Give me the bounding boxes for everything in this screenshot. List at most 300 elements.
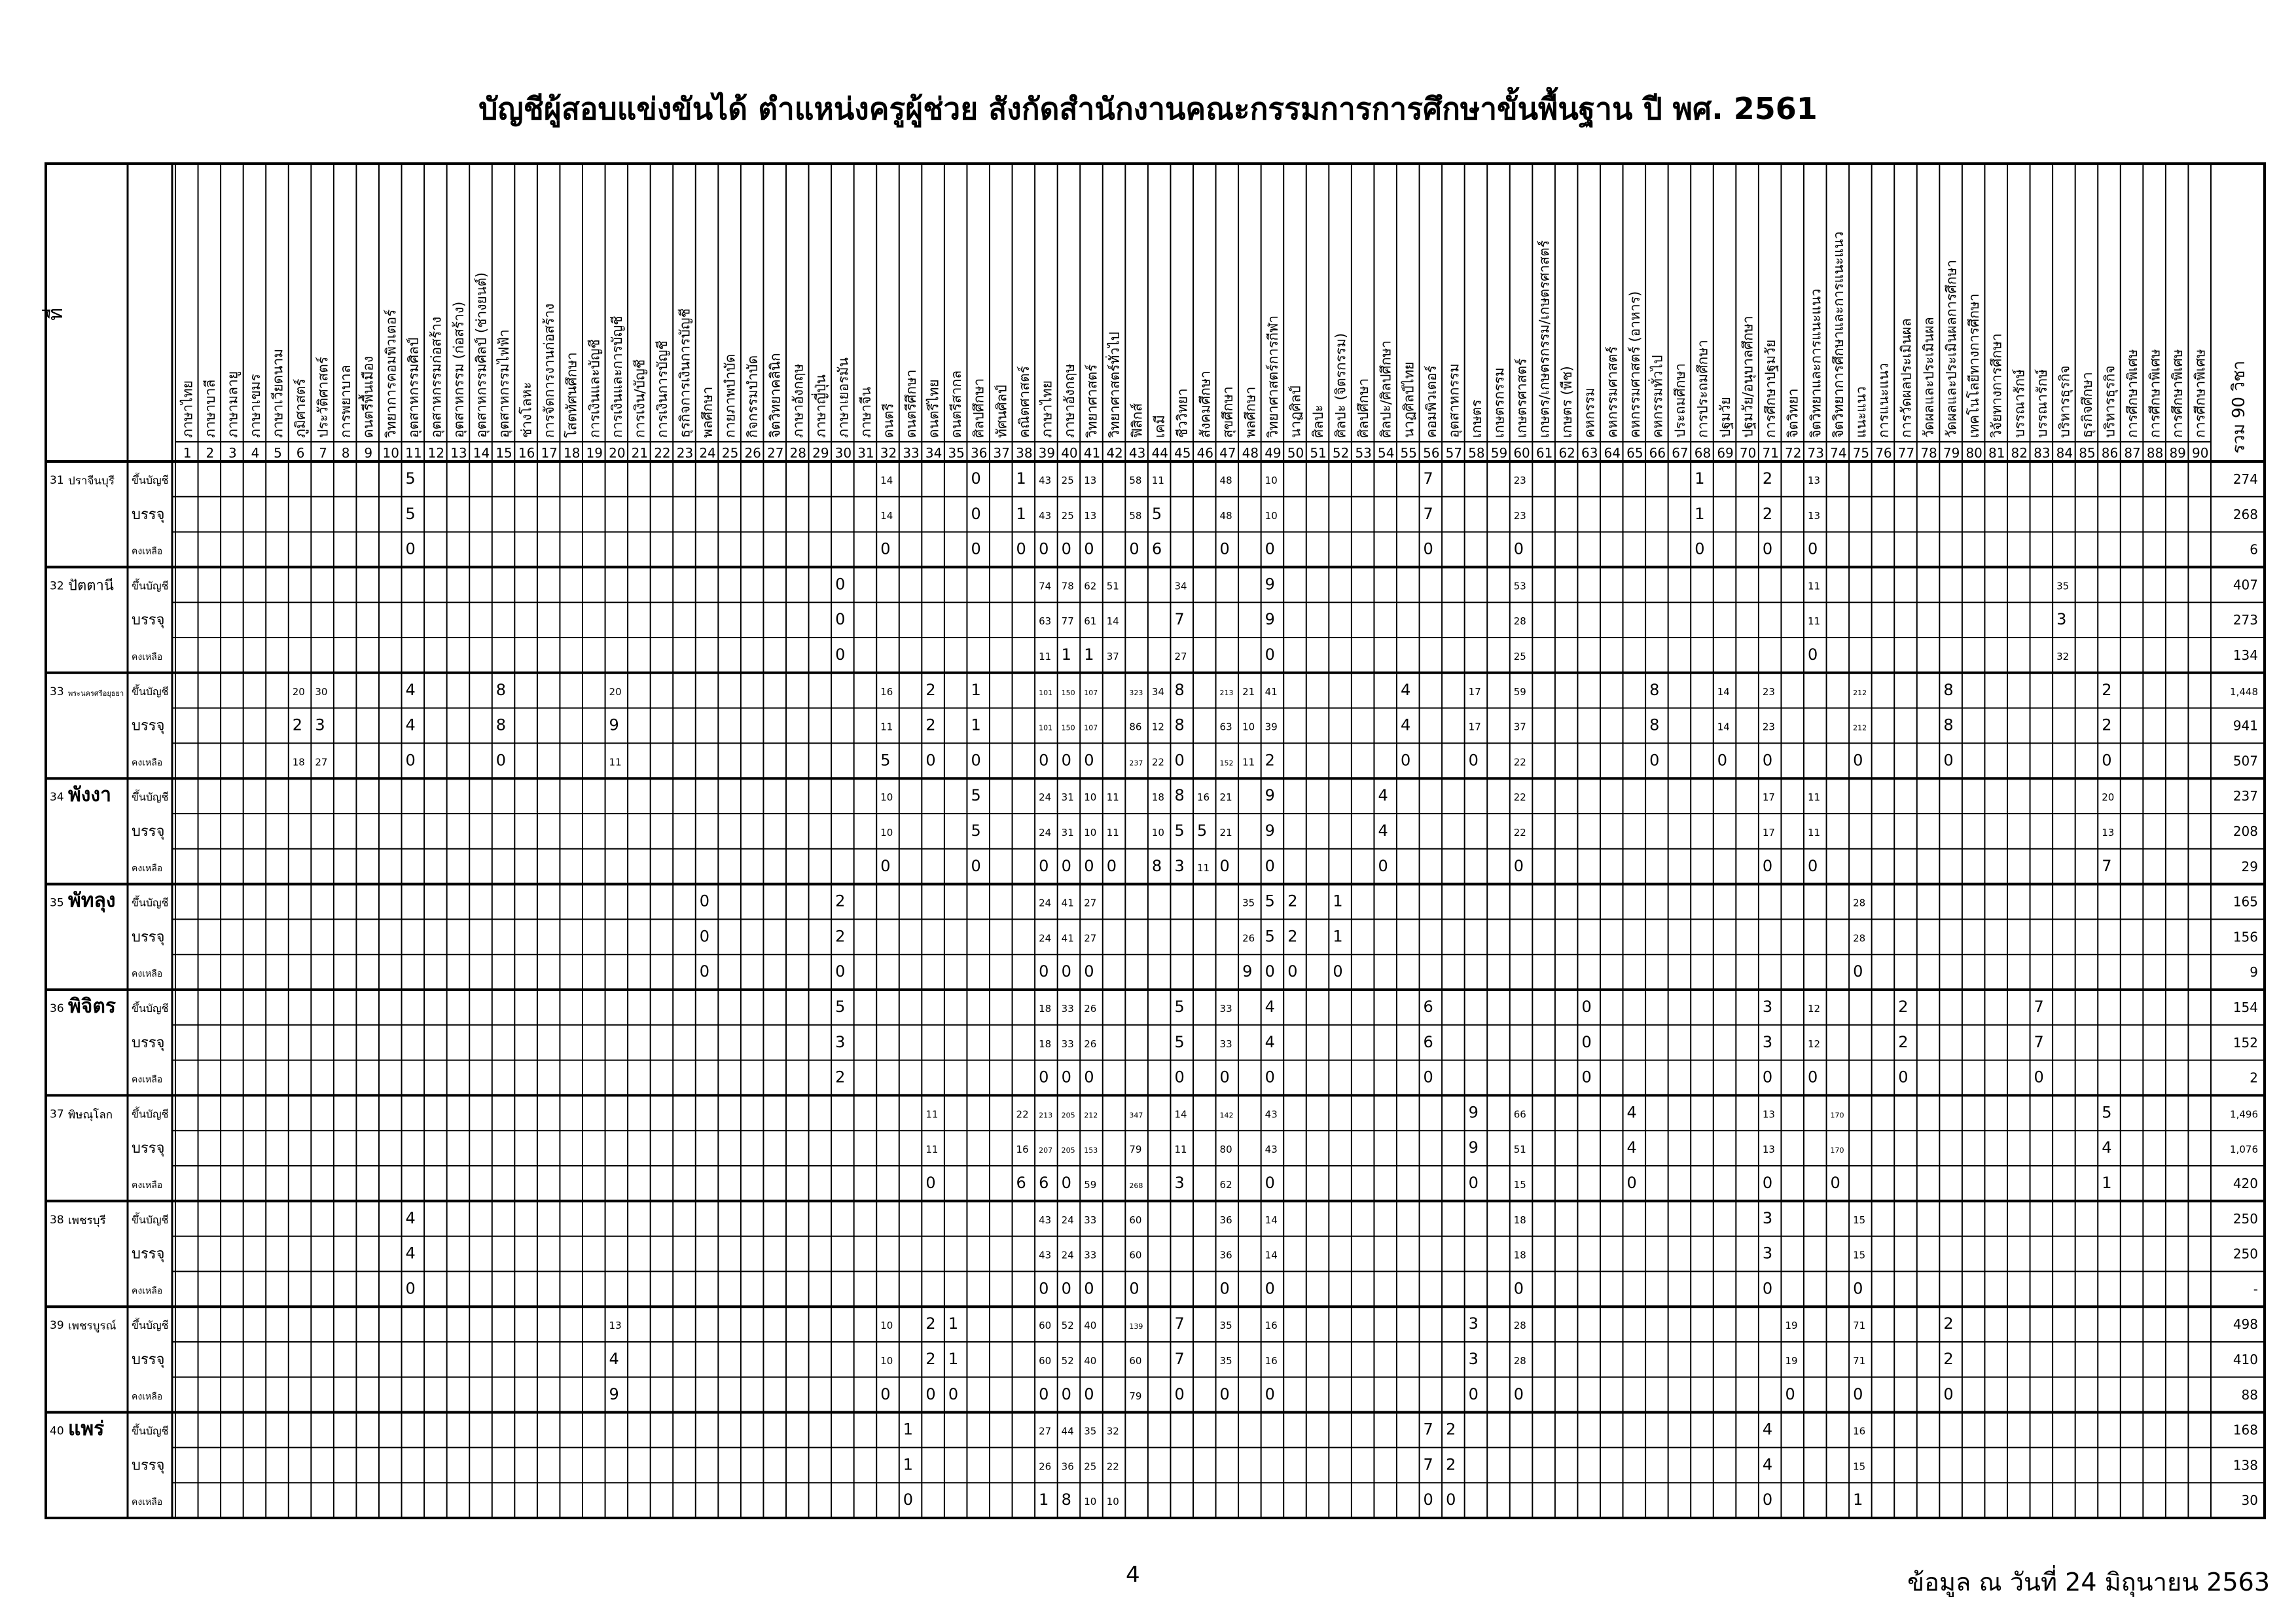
data-cell: 5 [1174,998,1185,1016]
data-cell: 1 [1061,645,1071,664]
row-type-label: บรรจุ [132,506,165,523]
column-number: 49 [1265,445,1282,461]
data-cell: 3 [1468,1350,1479,1368]
total-cell: 6 [2250,541,2258,558]
total-cell: 154 [2233,1000,2258,1015]
column-number: 13 [450,445,467,461]
data-cell: 11 [1808,580,1821,592]
column-number: 4 [251,445,260,461]
column-number: 45 [1174,445,1191,461]
data-cell: 0 [699,892,710,911]
data-cell: 0 [1129,1279,1139,1298]
data-cell: 6 [1151,539,1162,558]
data-cell: 1 [1084,645,1094,664]
data-cell: 0 [1468,1384,1479,1403]
data-cell: 0 [699,927,710,946]
column-number: 81 [1988,445,2005,461]
subject-header: การศึกษาปฐมวัย [1763,339,1779,438]
data-cell: 6 [1039,1174,1049,1192]
subject-header: ประวัติศาสตร์ [315,356,331,438]
data-cell: 39 [1265,721,1278,733]
subject-header: การแนะแนว [1875,363,1892,438]
data-cell: 0 [405,1279,416,1298]
data-cell: 4 [405,1208,416,1227]
subject-header: ช่างโลหะ [518,382,535,438]
subject-header: ศิลปะ/ศิลปศึกษา [1378,340,1394,438]
data-cell: 0 [1061,962,1071,981]
subject-header: ศิลปศึกษา [971,378,987,438]
data-cell: 25 [1061,509,1074,522]
data-cell: 22 [1016,1108,1029,1121]
subject-header: สังคมศึกษา [1197,370,1213,438]
data-cell: 12 [1808,1003,1821,1015]
data-cell: 0 [925,1384,936,1403]
data-cell: 20 [609,685,622,698]
data-cell: 27 [1084,932,1097,945]
data-cell: 43 [1039,1214,1052,1226]
province-number: 39 [50,1319,64,1333]
total-cell: 88 [2241,1386,2258,1403]
data-cell: 0 [835,575,846,594]
data-cell: 0 [835,610,846,629]
total-cell: 208 [2233,823,2258,839]
province-name: เพชรบุรี [68,1214,106,1227]
data-cell: 15 [1853,1460,1866,1473]
row-type-label: ขึ้นบัญชี [132,474,169,486]
data-cell: 5 [1174,821,1185,840]
data-cell: 24 [1039,827,1052,839]
data-cell: 2 [1265,751,1275,770]
data-cell: 2 [925,1314,936,1333]
data-cell: 9 [1468,1138,1479,1157]
data-cell: 0 [903,1490,914,1509]
column-number: 32 [880,445,897,461]
data-cell: 19 [1785,1320,1798,1332]
data-cell: 33 [1061,1003,1074,1015]
data-cell: 35 [1219,1320,1232,1332]
data-cell: 11 [925,1144,939,1156]
data-cell: 0 [835,962,846,981]
subject-header: พลศึกษา [1242,386,1259,438]
total-cell: - [2253,1281,2258,1297]
data-cell: 10 [1265,475,1278,486]
data-cell: 0 [1287,962,1298,981]
data-cell: 11 [1106,827,1119,839]
subject-header: คณิตศาสตร์ [1016,365,1032,438]
column-number: 7 [319,445,327,461]
data-cell: 33 [1219,1038,1232,1050]
subject-header: คหกรรมศาสตร์ [1604,346,1621,438]
data-cell: 27 [1084,897,1097,909]
data-cell: 21 [1219,827,1232,839]
data-cell: 20 [2102,791,2115,804]
subject-header: จิตวิทยาคลินิก [767,353,783,438]
column-number: 61 [1535,445,1553,461]
data-cell: 0 [1219,856,1230,875]
data-cell: 14 [1717,721,1730,733]
page-title: บัญชีผู้สอบแข่งขันได้ ตำแหน่งครูผู้ช่วย สังกัดสำนักงานคณะกรรมการการศึกษาขั้นพื้นฐาน ปี พศ. 2561 [478,91,1818,126]
data-cell: 107 [1084,688,1098,697]
subject-header: การศึกษาพิเศษ [2192,349,2208,438]
data-cell: 1 [948,1314,959,1333]
subject-header: เทคโนโลยีทางการศึกษา [1966,293,1982,438]
data-cell: 0 [1039,856,1049,875]
column-number: 24 [699,445,716,461]
data-cell: 8 [1174,786,1185,805]
subject-header: ศิลปะ (จิตรกรรม) [1333,333,1349,438]
column-number: 62 [1558,445,1575,461]
data-cell: 8 [1649,715,1660,734]
data-cell: 213 [1219,688,1234,697]
total-cell: 138 [2233,1457,2258,1473]
data-cell: 33 [1084,1214,1097,1226]
province-name: พัทลุง [68,889,116,912]
column-number: 15 [495,445,512,461]
data-cell: 28 [1513,1320,1526,1332]
subject-header: วัดผลและประเมินผลการศึกษา [1943,259,1960,438]
row-type-label: บรรจุ [132,823,165,840]
row-type-label: คงเหลือ [132,652,163,662]
subject-header: การเงินการบัญชี [654,340,670,438]
data-cell: 7 [1423,1455,1433,1474]
data-cell: 10 [1084,827,1097,839]
data-cell: 11 [880,721,893,733]
data-cell: 213 [1039,1111,1053,1120]
data-cell: 16 [1853,1425,1866,1437]
data-cell: 0 [971,751,981,770]
data-cell: 28 [1513,1355,1526,1367]
province-name: ปราจีนบุรี [68,475,115,488]
total-cell: 507 [2233,753,2258,769]
total-cell: 2 [2250,1070,2258,1086]
data-cell: 59 [1084,1179,1097,1191]
data-cell: 0 [1039,1068,1049,1087]
column-number: 25 [721,445,739,461]
total-cell: 156 [2233,929,2258,945]
data-cell: 32 [2056,651,2070,662]
data-cell: 0 [1084,751,1094,770]
column-number: 41 [1083,445,1101,461]
data-cell: 0 [1061,1279,1071,1298]
data-cell: 5 [2102,1103,2112,1122]
subject-header: ชีววิทยา [1174,388,1191,438]
column-number: 78 [1920,445,1937,461]
data-cell: 3 [1762,1208,1773,1227]
subject-header: การวัดผลประเมินผล [1898,318,1914,438]
subject-header: คหกรรมทั่วไป [1649,355,1666,438]
data-cell: 1 [1016,469,1026,488]
data-cell: 11 [1106,791,1119,804]
column-number: 18 [563,445,581,461]
column-number: 47 [1219,445,1236,461]
data-cell: 12 [1151,721,1164,733]
data-cell: 5 [1197,821,1208,840]
data-cell: 207 [1039,1146,1053,1155]
data-cell: 4 [1265,1032,1275,1051]
column-number: 89 [2169,445,2186,461]
data-cell: 5 [405,469,416,488]
province-name: แพร่ [68,1417,105,1441]
data-cell: 40 [1084,1320,1097,1332]
data-cell: 41 [1061,932,1074,945]
data-cell: 0 [699,962,710,981]
subject-header: การประถมศึกษา [1695,340,1711,438]
data-cell: 0 [1084,539,1094,558]
data-cell: 33 [1061,1038,1074,1050]
data-cell: 0 [1762,1279,1773,1298]
column-number: 69 [1717,445,1734,461]
data-cell: 13 [1084,475,1097,486]
data-cell: 205 [1061,1146,1075,1155]
data-cell: 4 [1265,998,1275,1016]
data-cell: 36 [1219,1249,1232,1261]
data-cell: 0 [1061,751,1071,770]
data-cell: 24 [1061,1214,1074,1226]
data-cell: 0 [1265,962,1275,981]
data-cell: 18 [1039,1003,1052,1015]
subject-header: ภาษาบาลี [202,379,218,438]
data-cell: 0 [1061,1174,1071,1192]
subject-header: ดนตรีไทย [925,379,942,438]
data-cell: 17 [1762,827,1775,839]
subject-header: บริหารธุรกิจ [2102,365,2118,438]
data-cell: 25 [1061,475,1074,486]
data-cell: 1 [1853,1490,1863,1509]
subject-header: อุตสาหกรรม [1446,363,1462,438]
column-number: 38 [1016,445,1033,461]
data-cell: 0 [1581,1032,1592,1051]
data-cell: 43 [1265,1144,1278,1156]
data-cell: 63 [1219,721,1232,733]
column-number: 5 [274,445,282,461]
data-cell: 0 [405,751,416,770]
data-cell: 43 [1039,475,1052,486]
data-cell: 2 [1943,1314,1954,1333]
data-cell: 205 [1061,1111,1075,1120]
data-cell: 19 [1785,1355,1798,1367]
data-cell: 28 [1853,932,1866,945]
data-cell: 4 [2102,1138,2112,1157]
data-cell: 21 [1242,685,1255,698]
data-cell: 212 [1084,1111,1098,1120]
data-cell: 26 [1242,932,1255,945]
data-cell: 0 [1581,998,1592,1016]
subject-header: การเงินและบัญชี [586,339,603,438]
data-cell: 0 [1265,1174,1275,1192]
data-cell: 0 [1943,1384,1954,1403]
data-cell: 13 [1808,475,1821,486]
data-cell: 59 [1513,685,1526,698]
data-cell: 5 [1265,927,1275,946]
data-cell: 32 [1106,1425,1119,1437]
data-cell: 150 [1061,723,1075,732]
subject-header: สุขศึกษา [1219,386,1236,438]
data-cell: 2 [925,680,936,699]
data-cell: 0 [1084,962,1094,981]
data-cell: 11 [1808,791,1821,804]
column-number: 28 [789,445,807,461]
data-cell: 11 [1808,827,1821,839]
subject-header: เคมี [1152,414,1168,438]
data-cell: 0 [1695,539,1705,558]
data-cell: 0 [1423,539,1433,558]
province-number: 37 [50,1108,64,1121]
column-number: 77 [1897,445,1915,461]
data-cell: 1 [2102,1174,2112,1192]
data-cell: 15 [1853,1214,1866,1226]
subject-header: พลศึกษา [700,386,716,438]
data-cell: 9 [1265,821,1275,840]
column-number: 30 [834,445,852,461]
data-cell: 16 [1016,1144,1029,1156]
column-number: 64 [1604,445,1621,461]
data-cell: 86 [1129,721,1142,733]
subject-header: ศิลปะ [1310,405,1327,438]
data-cell: 1 [903,1455,914,1474]
subject-header: เกษตรกรรม [1491,367,1507,438]
data-cell: 11 [925,1108,939,1121]
data-cell: 7 [1174,610,1185,629]
data-cell: 0 [405,539,416,558]
data-cell: 5 [971,786,981,805]
data-cell: 0 [1853,1384,1863,1403]
data-cell: 22 [1513,791,1526,804]
data-cell: 16 [1265,1355,1278,1367]
data-cell: 0 [1265,539,1275,558]
total-cell: 1,448 [2230,685,2258,698]
column-number: 6 [296,445,305,461]
data-cell: 9 [1265,786,1275,805]
data-cell: 0 [1219,1068,1230,1087]
data-cell: 0 [948,1384,959,1403]
data-cell: 0 [1853,751,1863,770]
data-cell: 10 [880,1320,893,1332]
column-number: 3 [228,445,237,461]
row-type-label: บรรจุ [132,1246,165,1263]
column-number: 42 [1106,445,1123,461]
data-cell: 52 [1061,1355,1074,1367]
data-cell: 0 [1762,751,1773,770]
data-cell: 20 [292,685,305,698]
row-type-label: คงเหลือ [132,546,163,557]
data-cell: 0 [1039,1279,1049,1298]
data-cell: 10 [880,1355,893,1367]
data-cell: 10 [1265,509,1278,522]
subject-header: จิตวิทยาการศึกษาและการแนะแนว [1830,231,1846,438]
column-number: 51 [1310,445,1327,461]
data-cell: 10 [880,791,893,804]
data-cell: 0 [1423,1068,1433,1087]
data-cell: 3 [315,715,325,734]
data-cell: 2 [835,892,846,911]
data-cell: 23 [1513,509,1526,522]
data-cell: 28 [1513,615,1526,628]
data-cell: 2 [2102,680,2112,699]
column-number: 60 [1513,445,1530,461]
data-cell: 0 [971,539,981,558]
data-cell: 142 [1219,1111,1234,1120]
total-cell: 237 [2233,788,2258,804]
data-cell: 0 [1106,856,1117,875]
subject-header: ภาษาไทย [179,380,196,438]
data-cell: 60 [1039,1320,1052,1332]
data-cell: 18 [1151,791,1164,804]
row-type-label: บรรจุ [132,1140,165,1157]
data-cell: 5 [1265,892,1275,911]
data-cell: 11 [1197,861,1210,874]
data-cell: 27 [1174,651,1187,662]
column-number: 63 [1581,445,1598,461]
data-cell: 0 [925,1174,936,1192]
data-cell: 4 [1762,1455,1773,1474]
subject-header: บรรณารักษ์ [2034,369,2050,438]
data-cell: 0 [1513,856,1524,875]
data-cell: 150 [1061,688,1075,697]
data-cell: 0 [1378,856,1388,875]
data-cell: 74 [1039,580,1052,592]
data-date: ข้อมูล ณ วันที่ 24 มิถุนายน 2563 [1907,1568,2270,1597]
column-number: 88 [2146,445,2164,461]
data-cell: 0 [880,1384,891,1403]
subject-header: วัดผลและประเมินผล [1921,317,1937,438]
data-cell: 0 [1423,1490,1433,1509]
data-cell: 22 [1513,827,1526,839]
column-number: 82 [2011,445,2028,461]
data-cell: 2 [925,1350,936,1368]
data-cell: 14 [1717,685,1730,698]
data-cell: 33 [1084,1249,1097,1261]
row-type-label: คงเหลือ [132,1074,163,1085]
data-cell: 14 [1106,615,1119,628]
data-cell: 22 [1513,756,1526,768]
data-cell: 0 [1830,1174,1840,1192]
subject-header: ภาษาอังกฤษ [790,363,806,438]
column-number: 79 [1943,445,1960,461]
data-cell: 0 [1265,856,1275,875]
row-type-label: ขึ้นบัญชี [132,896,169,909]
column-number: 56 [1423,445,1440,461]
subject-header: กิจกรรมบำบัด [745,355,761,438]
data-cell: 3 [1762,1244,1773,1263]
subject-header: วิทยาศาสตร์การกีฬา [1265,315,1281,438]
data-cell: 16 [1265,1320,1278,1332]
column-number: 29 [812,445,829,461]
data-cell: 0 [880,539,891,558]
column-number: 50 [1287,445,1304,461]
row-type-label: คงเหลือ [132,969,163,980]
data-cell: 1 [1039,1490,1049,1509]
data-cell: 0 [1265,1279,1275,1298]
data-cell: 79 [1129,1390,1142,1402]
row-type-label: บรรจุ [132,1457,165,1474]
total-cell: 273 [2233,612,2258,628]
data-cell: 14 [1265,1214,1278,1226]
subject-header: ฟิสิกส์ [1129,403,1145,438]
subject-header: อุตสาหกรรมก่อสร้าง [428,316,444,438]
data-cell: 13 [609,1320,622,1332]
data-cell: 0 [1219,1279,1230,1298]
subject-header: คหกรรมศาสตร์ (อาหาร) [1626,291,1643,438]
column-number: 37 [993,445,1011,461]
province-number: 34 [50,791,64,804]
data-cell: 2 [1943,1350,1954,1368]
province-number: 40 [50,1424,64,1438]
data-cell: 78 [1061,580,1074,592]
data-cell: 0 [1762,1068,1773,1087]
data-cell: 0 [925,751,936,770]
data-cell: 4 [609,1350,619,1368]
header-no: ที่ [45,308,67,321]
